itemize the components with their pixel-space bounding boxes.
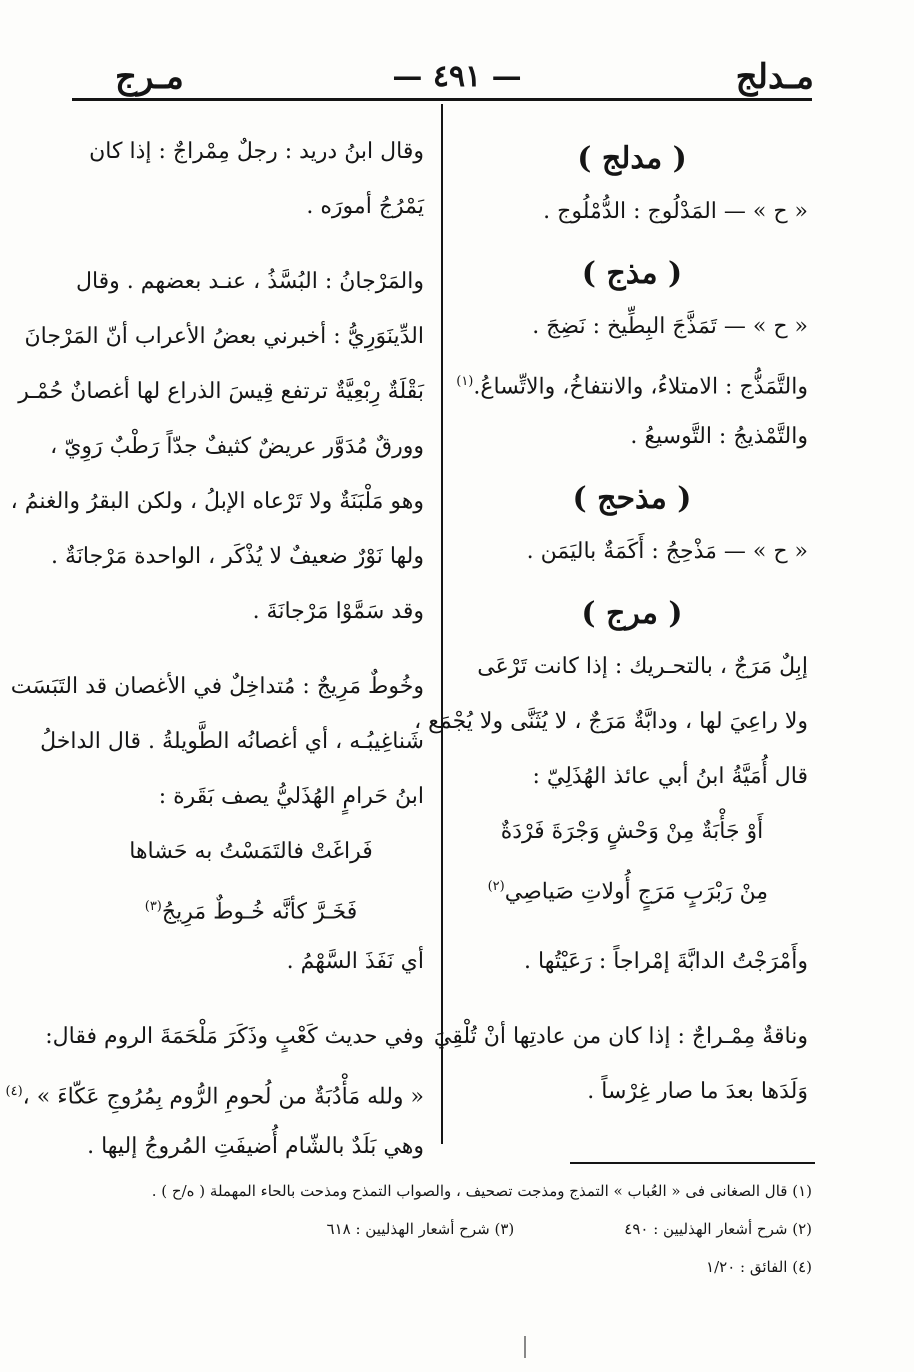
footnote-1: (١) قال الصغانى فى « العُباب » التمذج ومذجت تصحيف ، والصواب التمذح ومذحت بالحاء المهملة ( ه/ح ) . — [151, 1182, 812, 1200]
text-line — [78, 584, 424, 639]
footnotes — [100, 1172, 812, 1286]
line-text: أَوْ جَأْبَةٌ مِنْ وَحْشٍ وَجْرَةَ فَرْدَةٌ — [500, 819, 764, 844]
text-line — [78, 769, 424, 824]
line-text: وفي حديث كَعْبٍ وذَكَرَ مَلْحَمَةَ الروم فقال: — [45, 1024, 424, 1049]
footnote-row-2-3 — [100, 1210, 812, 1248]
right-column — [414, 124, 808, 1119]
text-line — [78, 934, 424, 989]
text-line — [456, 524, 808, 579]
header-rule — [72, 98, 812, 101]
footnote-marker: (٤) — [5, 1084, 23, 1099]
text-line — [10, 474, 424, 529]
text-line — [456, 749, 808, 804]
text-line — [456, 409, 808, 464]
line-text: والتَّمَذُّج : الامتلاءُ، والانتفاخُ، والاتِّساعُ. — [473, 374, 808, 400]
line-text: ولا راعِيَ لها ، ودابَّةٌ مَرَجٌ ، لا يُثَنَّى ولا يُجْمَع ، — [414, 709, 808, 734]
text-line — [456, 639, 808, 694]
line-text: وَلَدَها بعدَ ما صار غِرْساً . — [587, 1079, 808, 1104]
line-text: ولها نَوْرٌ ضعيفٌ لا يُذْكَر ، الواحدة مَرْجانَةٌ . — [51, 544, 424, 569]
line-text: وخُوطٌ مَرِيجٌ : مُتداخِلٌ في الأغصان قد التَبَسَت — [10, 674, 424, 699]
footnote-marker: (٢) — [487, 879, 505, 894]
text-line — [433, 1009, 808, 1064]
line-text: ( مذج ) — [581, 256, 683, 291]
line-text: يَمْرُجُ أمورَه . — [306, 194, 424, 219]
text-line — [40, 714, 424, 769]
line-text: وورقٌ مُدَوَّر عريضٌ كثيفٌ جدّاً رَطْبٌ رَوِيّ ، — [50, 434, 424, 459]
footnote-rule — [570, 1162, 815, 1164]
line-text: وقد سَمَّوْا مَرْجانَةَ . — [252, 599, 424, 624]
text-line — [456, 934, 808, 989]
text-line — [456, 184, 808, 239]
line-text: وهي بَلَدٌ بالشّام أُضيفَتِ المُروجُ إليها . — [87, 1134, 424, 1159]
line-text: « ولله مَأْدُبَةٌ من لُحومِ الرُّوم بِمُرُوجِ عَكّاءَ » ، — [22, 1084, 424, 1110]
footnote-3: (٣) شرح أشعار الهذليين : ٦١٨ — [326, 1220, 515, 1238]
running-head-left: مـرج — [115, 57, 184, 97]
line-text: إبِلٌ مَرَجٌ ، بالتحـريك : إذا كانت تَرْعَى — [477, 654, 808, 679]
text-line — [10, 659, 424, 714]
text-line — [5, 1064, 424, 1119]
text-line — [50, 419, 424, 474]
text-line — [18, 364, 424, 419]
line-text: وناقةٌ مِمْـراجٌ : إذا كان من عادتِها أنْ تُلْقِيَ — [433, 1024, 808, 1049]
line-text: قال أُمَيَّةُ ابنُ أبي عائذ الهُذَلِيّ : — [532, 764, 808, 789]
text-line — [456, 354, 808, 409]
line-text: وهو مَلْبَنَةٌ ولا تَرْعاه الإبلُ ، ولكن البقرُ والغنمُ ، — [10, 489, 424, 514]
running-head-right: مـدلج — [735, 57, 814, 97]
line-text: مِنْ رَبْرَبٍ مَرَجٍ أُولاتِ صَياصِي — [504, 879, 768, 905]
verse-line — [456, 804, 808, 859]
text-line — [75, 254, 424, 309]
text-line — [414, 694, 808, 749]
line-text: وقال ابنُ دريد : رجلٌ مِمْراجٌ : إذا كان — [89, 139, 424, 164]
line-text: والتَّمْذيجُ : التَّوسيعُ . — [630, 424, 808, 449]
footnote-2: (٢) شرح أشعار الهذليين : ٤٩٠ — [624, 1220, 812, 1238]
footnote-marker: (٣) — [144, 899, 162, 914]
text-line — [456, 299, 808, 354]
entry-heading — [456, 249, 808, 299]
line-text: « ح » — مَذْحِجُ : أَكَمَةٌ باليَمَن . — [526, 539, 808, 564]
text-line — [78, 1119, 424, 1174]
text-line — [24, 309, 424, 364]
line-text: وأَمْرَجْتُ الدابَّةَ إمْراجاً : رَعَيْتُها . — [524, 949, 808, 974]
entry-heading — [456, 589, 808, 639]
line-text: « ح » — تَمَذَّجَ البِطِّيخ : نَضِجَ . — [532, 314, 808, 339]
text-line — [78, 179, 424, 234]
line-text: ( مرج ) — [581, 596, 683, 631]
text-line — [45, 1009, 424, 1064]
verse-line — [78, 824, 424, 879]
page-number: — ٤٩١ — — [392, 59, 522, 94]
line-text: ابنُ حَرامٍ الهُذَليُّ يصف بَقَرة : — [158, 784, 424, 809]
entry-heading — [456, 474, 808, 524]
verse-line — [78, 879, 424, 934]
line-text: ( مدلج ) — [577, 141, 687, 176]
line-text: والمَرْجانُ : البُسَّذُ ، عنـد بعضهم . وقال — [75, 269, 424, 294]
line-text: « ح » — المَدْلُوج : الدُّمْلُوج . — [543, 199, 808, 224]
left-column — [5, 124, 424, 1174]
entry-heading — [456, 134, 808, 184]
text-line — [456, 1064, 808, 1119]
column-divider — [441, 104, 443, 1144]
page-edge-mark — [524, 1336, 526, 1358]
line-text: ( مذحج ) — [572, 481, 692, 516]
verse-line — [456, 859, 808, 914]
footnote-marker: (١) — [456, 374, 474, 389]
page-header — [70, 55, 844, 100]
line-text: فَخَـرَّ كأنَّه خُـوطٌ مَرِيجُ — [161, 899, 358, 925]
footnote-4: (٤) الفائق : ١/٢٠ — [706, 1258, 812, 1276]
line-text: الدِّينَوَرِيُّ : أخبرني بعضُ الأعراب أنّ المَرْجانَ — [24, 324, 424, 349]
line-text: بَقْلَةٌ رِبْعِيَّةٌ ترتفع قِيسَ الذراع لها أغصانٌ حُمْـر — [18, 379, 424, 404]
line-text: شَناغِيبُـه ، أي أغصانُه الطَّويلةُ . قال الداخلُ — [40, 729, 424, 754]
text-line — [78, 124, 424, 179]
line-text: فَراغَتْ فالتَمَسْتُ به حَشاها — [129, 839, 373, 864]
text-line — [51, 529, 424, 584]
line-text: أي نَفَذَ السَّهْمُ . — [286, 949, 424, 974]
